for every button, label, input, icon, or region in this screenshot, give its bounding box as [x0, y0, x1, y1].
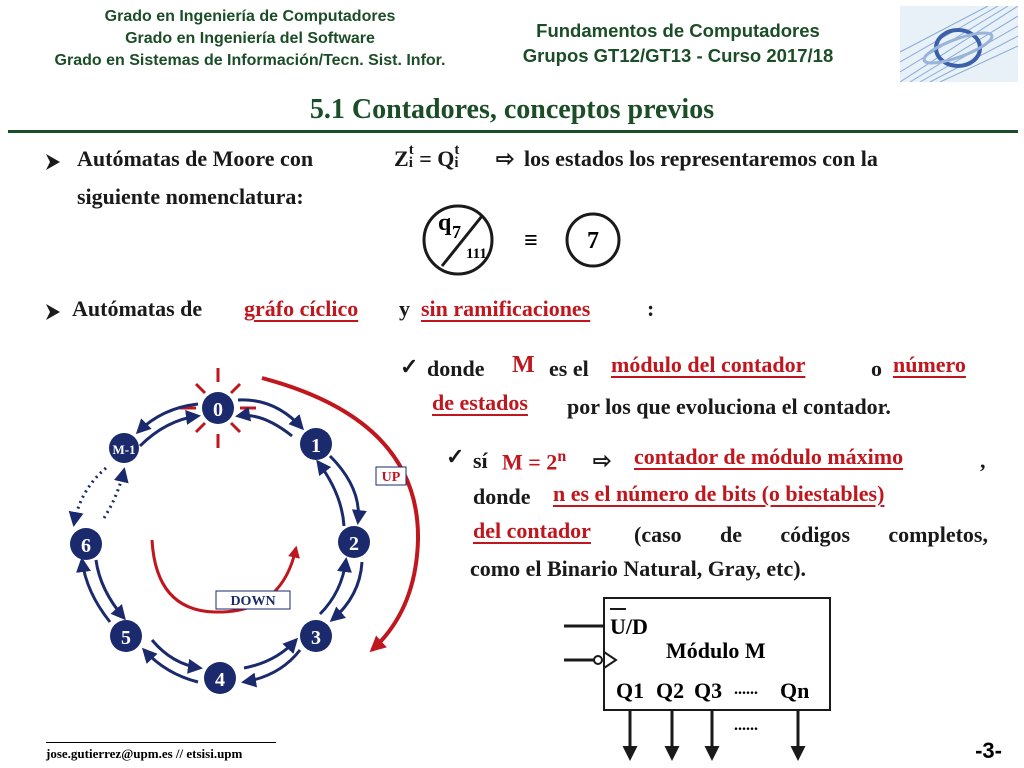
equation-sup-t2: t: [454, 142, 460, 158]
check1-m: M: [512, 352, 535, 378]
page-number: -3-: [975, 738, 1002, 763]
state-label-5: 5: [121, 627, 131, 649]
state-label-0: 0: [213, 399, 223, 421]
header-degree-2: Grado en Ingeniería del Software: [125, 30, 375, 47]
state-node-1: [300, 428, 332, 460]
state-node-m-1: [109, 433, 139, 463]
state-label-6: 6: [81, 535, 91, 557]
check1-where: donde: [427, 356, 485, 381]
equation-sub-i2: i: [454, 155, 459, 171]
state-node-5: [110, 620, 142, 652]
term-of-counter: del contador: [473, 518, 591, 543]
output-q2: Q2: [656, 678, 685, 703]
check2-formula: [502, 448, 566, 475]
bullet-arrow-icon-2: [44, 302, 64, 322]
state-q: q: [438, 210, 452, 236]
output-qn: Qn: [780, 678, 810, 703]
term-of-states: de estados: [432, 390, 528, 415]
check1-or: o: [871, 356, 882, 381]
state-index: 7: [452, 222, 461, 242]
equation-equals: =: [419, 146, 432, 171]
bullet1-prefix: Autómatas de Moore con: [77, 146, 314, 171]
bullet1-suffix: los estados los representaremos con la: [524, 146, 878, 171]
bullet2-colon: :: [647, 296, 655, 321]
term-max-modulus: contador de módulo máximo: [634, 444, 904, 469]
checkmark-icon: ✓: [400, 354, 419, 379]
state-node-4: [204, 662, 236, 694]
moore-equation: [394, 142, 460, 172]
header-groups: Grupos GT12/GT13 - Curso 2017/18: [522, 45, 834, 66]
implies-arrow-icon: ⇨: [496, 146, 515, 171]
output-q1: Q1: [616, 678, 645, 703]
header-degree-1: Grado en Ingeniería de Computadores: [104, 8, 396, 25]
state-node-0: [202, 392, 234, 424]
equation-z: Z: [394, 146, 409, 171]
header-subject: Fundamentos de Computadores: [536, 20, 820, 41]
university-logo: [900, 6, 1018, 82]
checkmark-icon-2: ✓: [446, 444, 465, 469]
equation-sup-t: t: [408, 142, 414, 158]
equation-sub-i: i: [408, 155, 413, 171]
term-number-of-bits: n es el número de bits (o biestables): [553, 481, 885, 506]
term-counter-modulus: módulo del contador: [611, 352, 806, 377]
down-label: DOWN: [230, 594, 276, 609]
dotted-transitions: [74, 468, 124, 524]
output-dots: ......: [734, 681, 758, 698]
state-label-1: 1: [311, 435, 321, 457]
module-label: Módulo M: [666, 638, 766, 663]
counter-block: [560, 590, 840, 768]
check2-examples: como el Binario Natural, Gray, etc).: [470, 556, 807, 581]
up-label: UP: [381, 470, 401, 485]
check2-if: sí: [473, 448, 488, 473]
equation-q: Q: [437, 146, 455, 171]
implies-arrow-icon-2: ⇨: [593, 448, 612, 473]
output-dots-2: ......: [734, 717, 758, 734]
bullet1-line2: siguiente nomenclatura:: [77, 184, 304, 209]
state-label-4: 4: [215, 669, 225, 691]
footer-rule: [46, 742, 276, 743]
output-arrows: [630, 710, 798, 758]
state-node-6: [70, 528, 102, 560]
clock-inversion-bubble: [594, 656, 602, 664]
state-short-label: 7: [587, 228, 599, 254]
cyclic-state-diagram: [40, 360, 440, 700]
check1-evolves: por los que evoluciona el contador.: [567, 394, 891, 419]
state-notation: [420, 200, 630, 280]
formula-m-equals: M = 2: [502, 449, 558, 475]
check2-comma: ,: [980, 448, 986, 473]
state-label-m-1: M-1: [112, 442, 136, 457]
bullet2-prefix: Autómatas de: [72, 296, 203, 321]
check2-where: donde: [473, 484, 531, 509]
bullet-arrow-icon: [44, 152, 64, 172]
check2-complete-codes: (caso de códigos completos,: [634, 522, 988, 547]
output-q3: Q3: [694, 678, 723, 703]
formula-exponent: n: [557, 448, 567, 465]
title-rule: [8, 130, 1018, 133]
state-label-3: 3: [311, 627, 321, 649]
state-node-3: [300, 620, 332, 652]
ud-label: U/D: [610, 614, 648, 639]
equivalence-symbol: ≡: [524, 228, 538, 254]
term-number: número: [893, 352, 966, 377]
state-code: 111: [466, 246, 487, 262]
header-course: [488, 18, 868, 68]
footer-email: jose.gutierrez@upm.es // etsisi.upm: [46, 746, 243, 761]
term-no-branches: sin ramificaciones: [421, 296, 591, 321]
header-degrees: [0, 6, 500, 72]
state-node-2: [338, 526, 370, 558]
slide-title: 5.1 Contadores, conceptos previos: [309, 94, 715, 125]
bullet2-and: y: [399, 296, 410, 321]
header-degree-3: Grado en Sistemas de Información/Tecn. Sist. Infor.: [54, 52, 446, 69]
term-cyclic-graph: gráfo cíclico: [244, 296, 359, 321]
state-label-2: 2: [349, 533, 359, 555]
check1-is: es el: [549, 356, 589, 381]
